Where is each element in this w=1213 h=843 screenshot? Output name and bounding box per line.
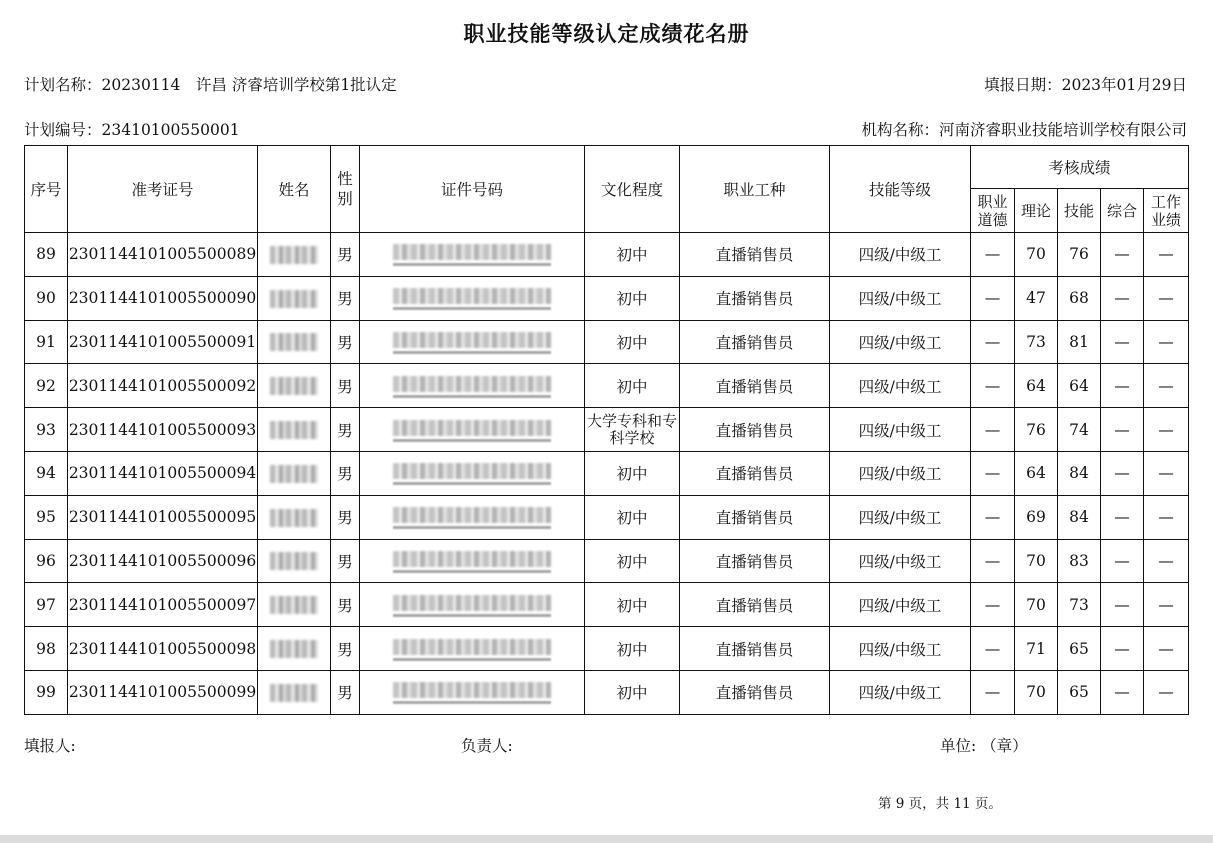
redacted-id (393, 463, 551, 479)
cell-skill: 76 (1058, 233, 1101, 277)
cell-overall: — (1101, 276, 1144, 320)
redacted-id (393, 595, 551, 611)
cell-work: — (1144, 627, 1189, 671)
cell-education: 初中 (585, 276, 680, 320)
cell-name-redacted (258, 539, 331, 583)
cell-theory: 70 (1015, 583, 1058, 627)
cell-overall: — (1101, 233, 1144, 277)
redacted-name (270, 552, 318, 570)
cell-name-redacted (258, 495, 331, 539)
cell-overall: — (1101, 364, 1144, 408)
cell-name-redacted (258, 408, 331, 452)
table-row (25, 451, 1189, 495)
cell-skill: 65 (1058, 627, 1101, 671)
header-seq: 序号 (25, 146, 68, 233)
cell-ethics: — (971, 495, 1015, 539)
cell-seq: 95 (25, 495, 68, 539)
redacted-id (393, 244, 551, 260)
cell-occupation: 直播销售员 (680, 276, 830, 320)
unit-stamp-label: 单位: （章） (940, 737, 1028, 755)
cell-ethics: — (971, 670, 1015, 714)
score-roster-table (24, 145, 1189, 715)
redacted-id (393, 376, 551, 392)
cell-occupation: 直播销售员 (680, 233, 830, 277)
cell-id-redacted (360, 539, 585, 583)
redacted-id (393, 639, 551, 655)
cell-skill: 83 (1058, 539, 1101, 583)
cell-education: 初中 (585, 364, 680, 408)
cell-education: 初中 (585, 451, 680, 495)
redacted-name (270, 640, 318, 658)
cell-gender: 男 (331, 364, 360, 408)
cell-work: — (1144, 451, 1189, 495)
cell-work: — (1144, 495, 1189, 539)
cell-name-redacted (258, 320, 331, 364)
cell-seq: 97 (25, 583, 68, 627)
cell-seq: 96 (25, 539, 68, 583)
cell-level: 四级/中级工 (830, 583, 971, 627)
redacted-name (270, 421, 318, 439)
cell-name-redacted (258, 233, 331, 277)
cell-ticket: 2301144101005500095 (68, 495, 258, 539)
cell-gender: 男 (331, 670, 360, 714)
cell-theory: 70 (1015, 233, 1058, 277)
header-skill: 技能 (1058, 189, 1101, 233)
cell-id-redacted (360, 627, 585, 671)
cell-education: 初中 (585, 495, 680, 539)
cell-work: — (1144, 583, 1189, 627)
cell-level: 四级/中级工 (830, 408, 971, 452)
page-title: 职业技能等级认定成绩花名册 (463, 22, 750, 46)
cell-education: 初中 (585, 627, 680, 671)
cell-education: 初中 (585, 539, 680, 583)
cell-work: — (1144, 539, 1189, 583)
cell-overall: — (1101, 451, 1144, 495)
cell-level: 四级/中级工 (830, 495, 971, 539)
redacted-id (393, 332, 551, 348)
cell-ticket: 2301144101005500097 (68, 583, 258, 627)
redacted-id (393, 288, 551, 304)
cell-occupation: 直播销售员 (680, 583, 830, 627)
cell-seq: 90 (25, 276, 68, 320)
cell-theory: 73 (1015, 320, 1058, 364)
cell-gender: 男 (331, 539, 360, 583)
fill-date: 填报日期：2023年01月29日 (984, 76, 1187, 94)
cell-id-redacted (360, 364, 585, 408)
plan-name: 计划名称：20230114 许昌 济睿培训学校第1批认定 (24, 76, 397, 94)
table-row (25, 276, 1189, 320)
cell-education: 初中 (585, 670, 680, 714)
responsible-signature-label: 负责人: (461, 737, 513, 755)
cell-work: — (1144, 233, 1189, 277)
cell-work: — (1144, 364, 1189, 408)
cell-ticket: 2301144101005500092 (68, 364, 258, 408)
cell-overall: — (1101, 583, 1144, 627)
cell-name-redacted (258, 451, 331, 495)
cell-ethics: — (971, 233, 1015, 277)
redacted-name (270, 465, 318, 483)
table-row (25, 233, 1189, 277)
redacted-name (270, 596, 318, 614)
cell-skill: 84 (1058, 451, 1101, 495)
cell-skill: 64 (1058, 364, 1101, 408)
cell-name-redacted (258, 276, 331, 320)
cell-theory: 70 (1015, 539, 1058, 583)
redacted-name (270, 377, 318, 395)
cell-skill: 73 (1058, 583, 1101, 627)
cell-ethics: — (971, 451, 1015, 495)
cell-theory: 64 (1015, 451, 1058, 495)
table-row (25, 408, 1189, 452)
cell-seq: 99 (25, 670, 68, 714)
table-row (25, 495, 1189, 539)
cell-name-redacted (258, 670, 331, 714)
page-indicator: 第 9 页，共 11 页。 (878, 796, 1002, 812)
cell-id-redacted (360, 408, 585, 452)
header-id-number: 证件号码 (360, 146, 585, 233)
cell-education: 大学专科和专科学校 (585, 408, 680, 452)
cell-work: — (1144, 320, 1189, 364)
cell-skill: 68 (1058, 276, 1101, 320)
cell-ticket: 2301144101005500093 (68, 408, 258, 452)
cell-gender: 男 (331, 233, 360, 277)
cell-id-redacted (360, 451, 585, 495)
cell-level: 四级/中级工 (830, 276, 971, 320)
cell-level: 四级/中级工 (830, 670, 971, 714)
cell-skill: 84 (1058, 495, 1101, 539)
organization-name: 机构名称：河南济睿职业技能培训学校有限公司 (861, 121, 1187, 139)
cell-gender: 男 (331, 495, 360, 539)
cell-gender: 男 (331, 451, 360, 495)
table-row (25, 364, 1189, 408)
cell-theory: 64 (1015, 364, 1058, 408)
cell-overall: — (1101, 320, 1144, 364)
cell-education: 初中 (585, 233, 680, 277)
cell-id-redacted (360, 670, 585, 714)
plan-number: 计划编号：23410100550001 (24, 121, 240, 139)
cell-ethics: — (971, 320, 1015, 364)
cell-ticket: 2301144101005500096 (68, 539, 258, 583)
cell-seq: 91 (25, 320, 68, 364)
table-row (25, 320, 1189, 364)
cell-work: — (1144, 670, 1189, 714)
cell-theory: 70 (1015, 670, 1058, 714)
cell-occupation: 直播销售员 (680, 539, 830, 583)
cell-skill: 81 (1058, 320, 1101, 364)
cell-id-redacted (360, 276, 585, 320)
cell-seq: 93 (25, 408, 68, 452)
redacted-name (270, 290, 318, 308)
cell-seq: 94 (25, 451, 68, 495)
header-education: 文化程度 (585, 146, 680, 233)
cell-level: 四级/中级工 (830, 364, 971, 408)
cell-name-redacted (258, 627, 331, 671)
cell-name-redacted (258, 364, 331, 408)
cell-seq: 92 (25, 364, 68, 408)
filler-signature-label: 填报人: (24, 737, 76, 755)
redacted-name (270, 509, 318, 527)
viewer-scrollbar-track[interactable] (0, 835, 1213, 843)
cell-ethics: — (971, 539, 1015, 583)
cell-occupation: 直播销售员 (680, 451, 830, 495)
cell-ethics: — (971, 364, 1015, 408)
cell-ticket: 2301144101005500099 (68, 670, 258, 714)
cell-level: 四级/中级工 (830, 233, 971, 277)
cell-theory: 47 (1015, 276, 1058, 320)
cell-level: 四级/中级工 (830, 451, 971, 495)
redacted-name (270, 684, 318, 702)
header-overall: 综合 (1101, 189, 1144, 233)
cell-id-redacted (360, 233, 585, 277)
cell-gender: 男 (331, 320, 360, 364)
cell-occupation: 直播销售员 (680, 670, 830, 714)
cell-ticket: 2301144101005500098 (68, 627, 258, 671)
header-theory: 理论 (1015, 189, 1058, 233)
cell-occupation: 直播销售员 (680, 408, 830, 452)
table-row (25, 627, 1189, 671)
cell-ticket: 2301144101005500089 (68, 233, 258, 277)
cell-ethics: — (971, 583, 1015, 627)
cell-id-redacted (360, 320, 585, 364)
header-ethics: 职业道德 (971, 189, 1015, 233)
cell-skill: 65 (1058, 670, 1101, 714)
cell-overall: — (1101, 495, 1144, 539)
table-row (25, 670, 1189, 714)
redacted-name (270, 333, 318, 351)
cell-level: 四级/中级工 (830, 320, 971, 364)
redacted-id (393, 420, 551, 436)
cell-ethics: — (971, 276, 1015, 320)
cell-seq: 98 (25, 627, 68, 671)
cell-overall: — (1101, 670, 1144, 714)
cell-seq: 89 (25, 233, 68, 277)
cell-level: 四级/中级工 (830, 627, 971, 671)
redacted-id (393, 682, 551, 698)
cell-ticket: 2301144101005500090 (68, 276, 258, 320)
cell-work: — (1144, 408, 1189, 452)
cell-gender: 男 (331, 408, 360, 452)
table-row (25, 583, 1189, 627)
cell-id-redacted (360, 495, 585, 539)
cell-occupation: 直播销售员 (680, 364, 830, 408)
cell-education: 初中 (585, 320, 680, 364)
header-occupation: 职业工种 (680, 146, 830, 233)
cell-overall: — (1101, 627, 1144, 671)
cell-name-redacted (258, 583, 331, 627)
cell-skill: 74 (1058, 408, 1101, 452)
cell-id-redacted (360, 583, 585, 627)
cell-occupation: 直播销售员 (680, 495, 830, 539)
cell-education: 初中 (585, 583, 680, 627)
cell-overall: — (1101, 539, 1144, 583)
cell-ticket: 2301144101005500094 (68, 451, 258, 495)
redacted-id (393, 507, 551, 523)
cell-gender: 男 (331, 627, 360, 671)
header-gender: 性别 (331, 146, 360, 233)
redacted-id (393, 551, 551, 567)
table-row (25, 539, 1189, 583)
header-work: 工作业绩 (1144, 189, 1189, 233)
redacted-name (270, 246, 318, 264)
cell-ethics: — (971, 627, 1015, 671)
cell-level: 四级/中级工 (830, 539, 971, 583)
cell-gender: 男 (331, 583, 360, 627)
header-name: 姓名 (258, 146, 331, 233)
cell-ethics: — (971, 408, 1015, 452)
cell-theory: 76 (1015, 408, 1058, 452)
cell-occupation: 直播销售员 (680, 627, 830, 671)
cell-theory: 71 (1015, 627, 1058, 671)
header-ticket: 准考证号 (68, 146, 258, 233)
header-level: 技能等级 (830, 146, 971, 233)
cell-gender: 男 (331, 276, 360, 320)
cell-occupation: 直播销售员 (680, 320, 830, 364)
cell-theory: 69 (1015, 495, 1058, 539)
header-scores-group: 考核成绩 (971, 146, 1189, 189)
cell-overall: — (1101, 408, 1144, 452)
cell-work: — (1144, 276, 1189, 320)
cell-ticket: 2301144101005500091 (68, 320, 258, 364)
